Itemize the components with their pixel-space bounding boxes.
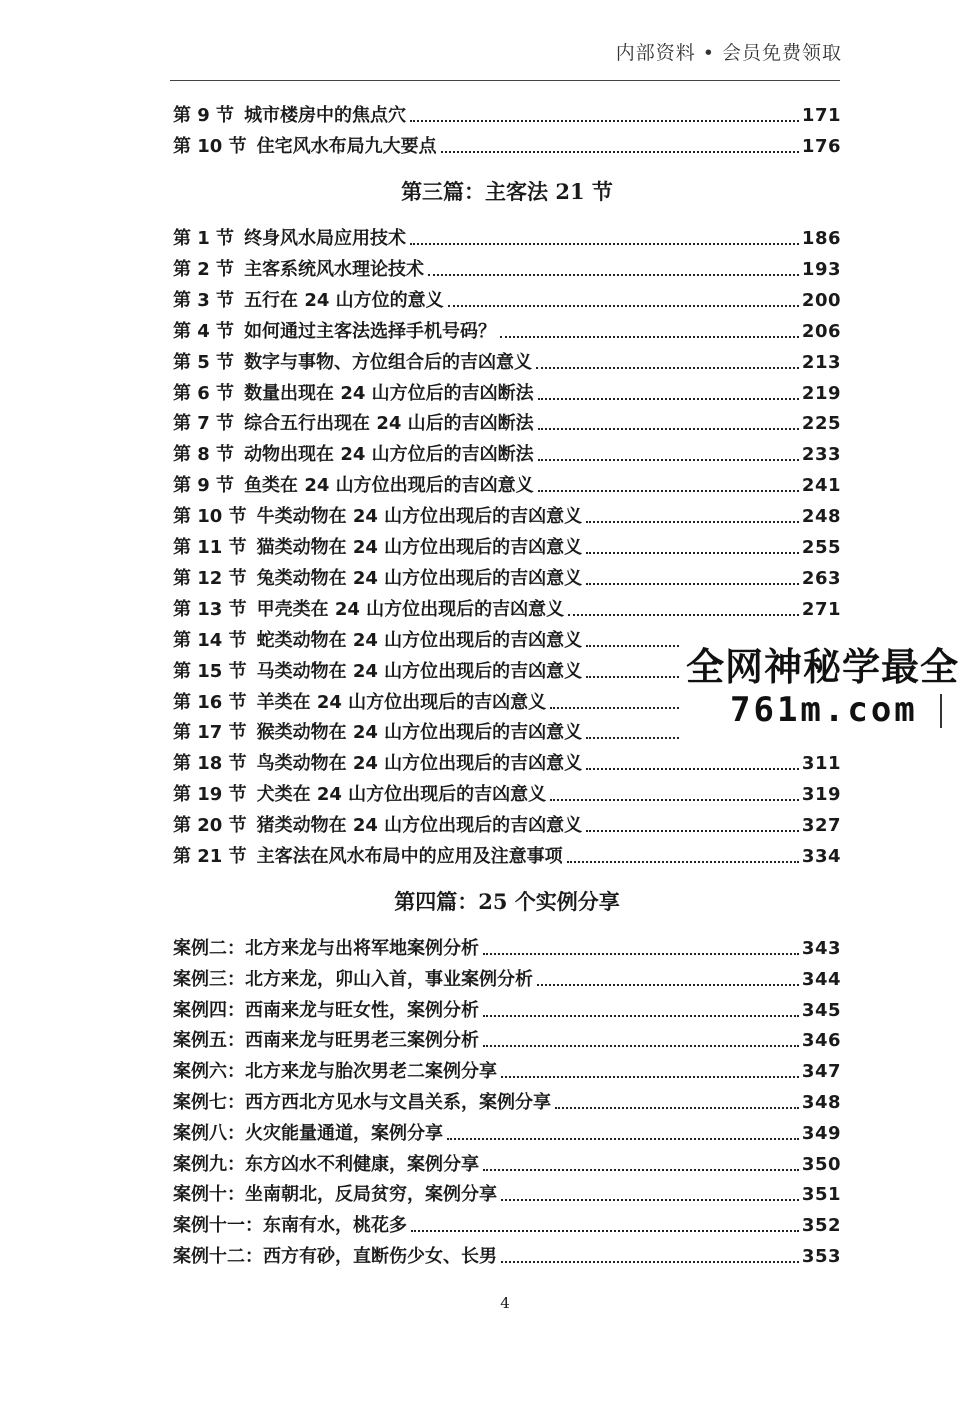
dot-leader [500, 336, 799, 338]
dot-leader [483, 1015, 799, 1017]
entry-page: 343 [801, 938, 841, 959]
entry-page: 186 [801, 228, 841, 249]
entry-page: 353 [801, 1246, 841, 1267]
entry-number: 第 10 节 [173, 506, 247, 528]
entry-title: 猴类动物在 24 山方位出现后的吉凶意义 [256, 722, 583, 744]
entry-number: 第 1 节 [173, 228, 235, 249]
entry-title: 东方凶水不利健康，案例分享 [245, 1153, 479, 1175]
entry-title: 西南来龙与旺男老三案例分析 [245, 1030, 479, 1052]
entry-title: 羊类在 24 山方位出现后的吉凶意义 [256, 691, 547, 713]
entry-page: 311 [801, 753, 841, 775]
dot-leader [550, 799, 799, 801]
dot-leader [567, 861, 799, 863]
entry-title: 牛类动物在 24 山方位出现后的吉凶意义 [256, 506, 583, 528]
toc-entry[interactable] [173, 467, 841, 497]
toc-entry[interactable] [173, 97, 841, 127]
entry-number: 第 20 节 [173, 815, 247, 837]
dot-leader [410, 120, 799, 122]
entry-title: 兔类动物在 24 山方位出现后的吉凶意义 [256, 567, 583, 589]
entry-number: 案例七： [173, 1092, 245, 1113]
entry-page: 348 [801, 1092, 841, 1113]
toc-entry[interactable] [173, 220, 841, 250]
entry-page: 327 [801, 815, 841, 837]
entry-title: 甲壳类在 24 山方位出现后的吉凶意义 [256, 598, 565, 620]
entry-number: 案例十： [173, 1184, 245, 1206]
dot-leader [538, 428, 799, 430]
dot-leader [538, 459, 799, 461]
watermark-url: 761m.com [730, 690, 918, 730]
entry-page: 344 [801, 968, 841, 990]
entry-title: 蛇类动物在 24 山方位出现后的吉凶意义 [256, 629, 583, 651]
toc-entry[interactable] [173, 776, 841, 806]
entry-number: 第 11 节 [173, 537, 247, 558]
entry-number: 第 19 节 [173, 784, 247, 806]
entry-number: 第 2 节 [173, 258, 235, 280]
entry-page: 352 [801, 1215, 841, 1237]
dot-leader [555, 1107, 799, 1109]
entry-title: 如何通过主客法选择手机号码？ [244, 320, 497, 342]
dot-leader [586, 830, 799, 832]
entry-title: 动物出现在 24 山方位后的吉凶断法 [244, 444, 534, 466]
entry-number: 案例八： [173, 1122, 245, 1144]
header-rule [170, 80, 840, 81]
entry-title: 主客系统风水理论技术 [244, 258, 425, 280]
toc-entry[interactable] [173, 282, 841, 312]
dot-leader [501, 1199, 799, 1201]
entry-page: 345 [801, 999, 841, 1021]
entry-page: 213 [801, 351, 841, 373]
entry-title: 鸟类动物在 24 山方位出现后的吉凶意义 [256, 753, 583, 775]
toc-entry[interactable] [173, 807, 841, 837]
entry-number: 案例十一： [173, 1215, 263, 1237]
entry-title: 终身风水局应用技术 [244, 228, 407, 249]
dot-leader [483, 1169, 799, 1171]
entry-number: 第 10 节 [173, 136, 247, 157]
entry-page: 225 [801, 413, 841, 435]
dot-leader [448, 305, 799, 307]
entry-page: 248 [801, 506, 841, 528]
entry-title: 坐南朝北，反局贫穷，案例分享 [245, 1184, 497, 1206]
entry-number: 第 21 节 [173, 846, 247, 867]
entry-number: 第 17 节 [173, 722, 247, 744]
entry-title: 主客法在风水布局中的应用及注意事项 [256, 846, 563, 867]
toc-entry[interactable] [173, 375, 841, 405]
header-note: 内部资料 • 会员免费领取 [615, 42, 842, 64]
entry-title: 城市楼房中的焦点穴 [244, 105, 407, 126]
toc-entry[interactable] [173, 344, 841, 374]
page-number: 4 [500, 1294, 510, 1312]
toc-entry[interactable] [173, 961, 841, 991]
toc-entry[interactable] [173, 498, 841, 528]
dot-leader [501, 1261, 799, 1263]
part-title: 第四篇：25 个实例分享 [394, 889, 620, 914]
entry-title: 鱼类在 24 山方位出现后的吉凶意义 [244, 475, 534, 497]
entry-page: 319 [801, 784, 841, 806]
entry-number: 第 14 节 [173, 629, 247, 651]
entry-page: 241 [801, 475, 841, 497]
dot-leader [411, 1230, 799, 1232]
entry-page: 350 [801, 1153, 841, 1175]
entry-title: 住宅风水布局九大要点 [256, 136, 437, 157]
entry-page: 346 [801, 1030, 841, 1052]
entry-number: 案例九： [173, 1153, 245, 1175]
entry-title: 西南来龙与旺女性，案例分析 [245, 999, 479, 1021]
entry-number: 第 3 节 [173, 289, 235, 311]
dot-leader [410, 243, 799, 245]
watermark-text: 全网神秘学最全 [686, 645, 960, 689]
entry-page: 233 [801, 444, 841, 466]
toc-entry[interactable] [173, 560, 841, 590]
toc-entry[interactable] [173, 1115, 841, 1145]
entry-title: 犬类在 24 山方位出现后的吉凶意义 [256, 784, 547, 806]
entry-page: 255 [801, 537, 841, 558]
entry-number: 第 15 节 [173, 660, 247, 682]
entry-number: 案例十二： [173, 1246, 263, 1267]
entry-title: 西方有砂，直断伤少女、长男 [263, 1246, 497, 1267]
toc-entry[interactable] [173, 1022, 841, 1052]
entry-title: 北方来龙，卯山入首，事业案例分析 [245, 968, 533, 990]
entry-number: 案例三： [173, 968, 245, 990]
dot-leader [536, 367, 799, 369]
entry-number: 第 13 节 [173, 598, 247, 620]
dot-leader [586, 768, 799, 770]
entry-title: 数字与事物、方位组合后的吉凶意义 [244, 351, 533, 373]
entry-title: 火灾能量通道，案例分享 [245, 1122, 443, 1144]
entry-title: 猪类动物在 24 山方位出现后的吉凶意义 [256, 815, 583, 837]
entry-page: 271 [801, 598, 841, 620]
entry-page: 334 [801, 846, 841, 867]
watermark-bar [940, 694, 942, 728]
entry-title: 西方西北方见水与文昌关系，案例分享 [245, 1092, 551, 1113]
toc-entry[interactable] [173, 1176, 841, 1206]
entry-number: 第 9 节 [173, 105, 235, 126]
entry-number: 第 8 节 [173, 444, 235, 466]
dot-leader [441, 151, 799, 153]
toc-entry[interactable] [173, 745, 841, 775]
entry-title: 综合五行出现在 24 山后的吉凶断法 [244, 413, 534, 435]
entry-page: 171 [801, 105, 841, 126]
dot-leader [428, 274, 799, 276]
dot-leader [483, 953, 799, 955]
entry-page: 219 [801, 382, 841, 404]
entry-title: 五行在 24 山方位的意义 [244, 289, 444, 311]
toc-entry[interactable] [173, 591, 841, 621]
toc-entry[interactable] [173, 992, 841, 1022]
dot-leader [501, 1076, 799, 1078]
toc-entry[interactable] [173, 529, 841, 559]
entry-page: 351 [801, 1184, 841, 1206]
entry-number: 第 9 节 [173, 475, 235, 497]
toc-entry[interactable] [173, 1053, 841, 1083]
toc-entry[interactable] [173, 838, 841, 868]
entry-number: 第 5 节 [173, 351, 235, 373]
entry-page: 176 [801, 136, 841, 157]
toc-entry[interactable] [173, 436, 841, 466]
entry-number: 第 6 节 [173, 382, 235, 404]
entry-number: 案例五： [173, 1030, 245, 1052]
toc-entry[interactable] [173, 405, 841, 435]
toc-entry[interactable] [173, 313, 841, 343]
dot-leader [538, 490, 799, 492]
entry-number: 第 12 节 [173, 567, 247, 589]
entry-page: 206 [801, 320, 841, 342]
part-title: 第三篇：主客法 21 节 [401, 179, 613, 204]
toc-entry[interactable] [173, 1207, 841, 1237]
dot-leader [537, 984, 799, 986]
entry-number: 案例二： [173, 938, 245, 959]
toc-entry[interactable] [173, 251, 841, 281]
dot-leader [538, 398, 799, 400]
entry-title: 北方来龙与胎次男老二案例分享 [245, 1061, 497, 1083]
dot-leader [568, 614, 799, 616]
entry-number: 案例四： [173, 999, 245, 1021]
entry-number: 第 4 节 [173, 320, 235, 342]
toc-entry[interactable] [173, 128, 841, 158]
dot-leader [483, 1045, 799, 1047]
dot-leader [447, 1138, 799, 1140]
dot-leader [586, 521, 799, 523]
entry-number: 第 7 节 [173, 413, 235, 435]
entry-page: 349 [801, 1122, 841, 1144]
entry-number: 第 16 节 [173, 691, 247, 713]
toc-entry[interactable] [173, 1146, 841, 1176]
entry-page: 193 [801, 258, 841, 280]
entry-page: 347 [801, 1061, 841, 1083]
entry-title: 北方来龙与出将军地案例分析 [245, 938, 479, 959]
toc-entry[interactable] [173, 1238, 841, 1268]
entry-page: 263 [801, 567, 841, 589]
toc-entry[interactable] [173, 930, 841, 960]
entry-number: 第 18 节 [173, 753, 247, 775]
entry-title: 数量出现在 24 山方位后的吉凶断法 [244, 382, 534, 404]
dot-leader [586, 552, 799, 554]
entry-title: 猫类动物在 24 山方位出现后的吉凶意义 [256, 537, 583, 558]
entry-title: 东南有水，桃花多 [263, 1215, 407, 1237]
entry-page: 200 [801, 289, 841, 311]
toc-entry[interactable] [173, 1084, 841, 1114]
entry-title: 马类动物在 24 山方位出现后的吉凶意义 [256, 660, 583, 682]
dot-leader [586, 583, 799, 585]
entry-number: 案例六： [173, 1061, 245, 1083]
